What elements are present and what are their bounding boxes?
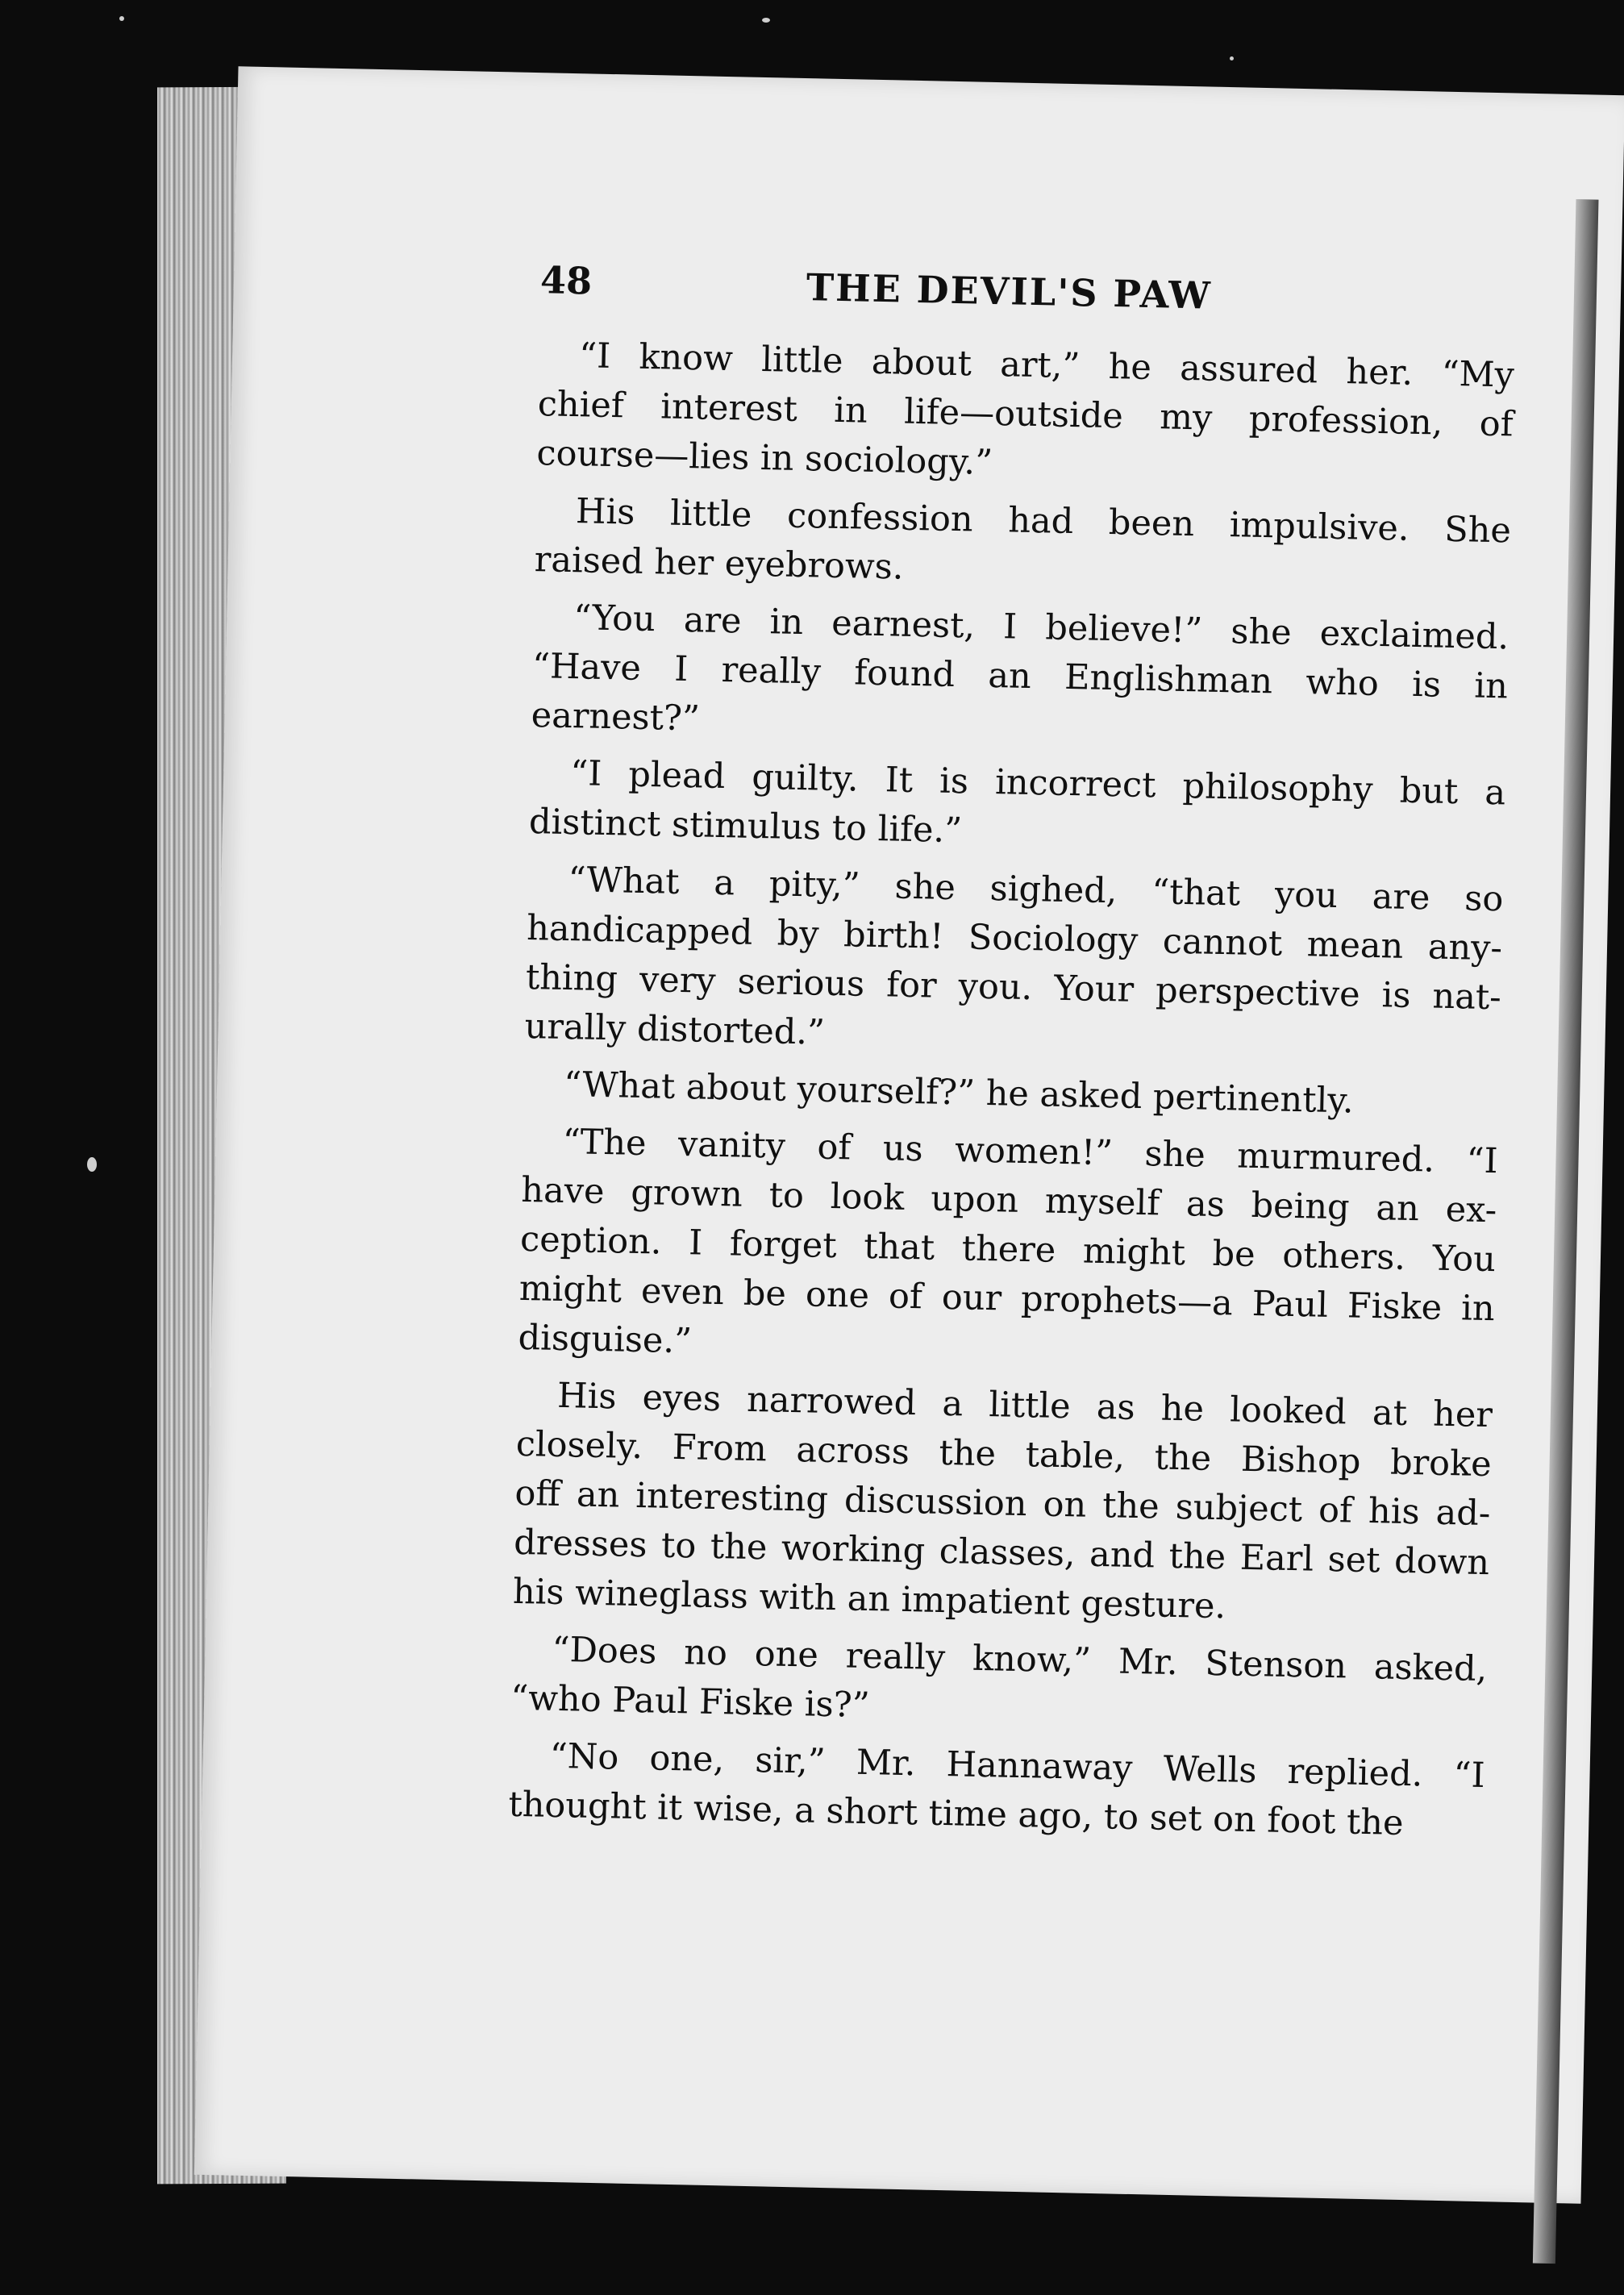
text-line: “What a pity,” she sighed, “that you are so [568,860,1504,920]
page-right-shadow [1533,199,1599,2264]
text-line: ception. I forget that there might be others. You [519,1218,1497,1281]
text-line: “The vanity of us women!” she murmured. “I [562,1121,1498,1182]
book-page [194,66,1624,2203]
text-line: chief interest in life—outside my profession, of [537,384,1514,445]
text-line: off an interesting discussion on the subject of his ad- [514,1472,1491,1535]
text-line: raised her eyebrows. [534,539,904,588]
text-line: “No one, sir,” Mr. Hannaway Wells replied. “I [549,1735,1486,1797]
text-line: urally distorted.” [524,1006,826,1053]
text-line: have grown to look upon myself as being an ex- [520,1169,1497,1231]
paragraph [523,1060,1500,1129]
text-line: His little confession had been impulsive. She [575,491,1512,552]
text-line: “You are in earnest, I believe!” she exclaimed. [573,598,1509,658]
paragraph [518,1117,1498,1383]
text-line: closely. From across the table, the Bishop broke [515,1423,1493,1485]
text-line: earnest?” [531,695,701,739]
text-line: “I know little about art,” he assured her. “My [578,335,1515,396]
paragraph [508,1731,1485,1850]
text-line: might even be one of our prophets—a Paul Fiske in [518,1268,1496,1330]
running-title: THE DEVIL'S PAW [806,265,1213,318]
text-line: disguise.” [518,1317,693,1362]
text-line: “What about yourself?” he asked pertinently. [563,1064,1355,1122]
body-text [508,331,1515,1850]
text-line: course—lies in sociology.” [536,433,993,483]
text-line: “Have I really found an Englishman who is in [531,646,1509,707]
text-line: dresses to the working classes, and the Earl set down [513,1522,1490,1584]
paragraph [534,486,1511,605]
text-line: thought it wise, a short time ago, to set on foot the [507,1784,1405,1844]
text-line: his wineglass with an impatient gesture. [512,1571,1226,1627]
text-line: handicapped by birth! Sociology cannot mean any- [526,908,1503,969]
text-line: His eyes narrowed a little as he looked at her [556,1375,1493,1436]
text-block [508,258,1517,1858]
paragraph [528,748,1505,867]
paragraph [512,1371,1493,1637]
paragraph [531,593,1509,760]
text-line: “Does no one really know,” Mr. Stenson asked, [552,1629,1488,1690]
text-line: thing very serious for you. Your perspective is nat- [525,956,1502,1018]
paragraph [510,1625,1488,1743]
page-number: 48 [539,258,593,303]
paragraph [524,855,1504,1072]
text-line: distinct stimulus to life.” [528,802,963,852]
text-line: “who Paul Fiske is?” [510,1677,871,1726]
paragraph [536,331,1515,498]
text-line: “I plead guilty. It is incorrect philosophy but a [569,753,1506,814]
